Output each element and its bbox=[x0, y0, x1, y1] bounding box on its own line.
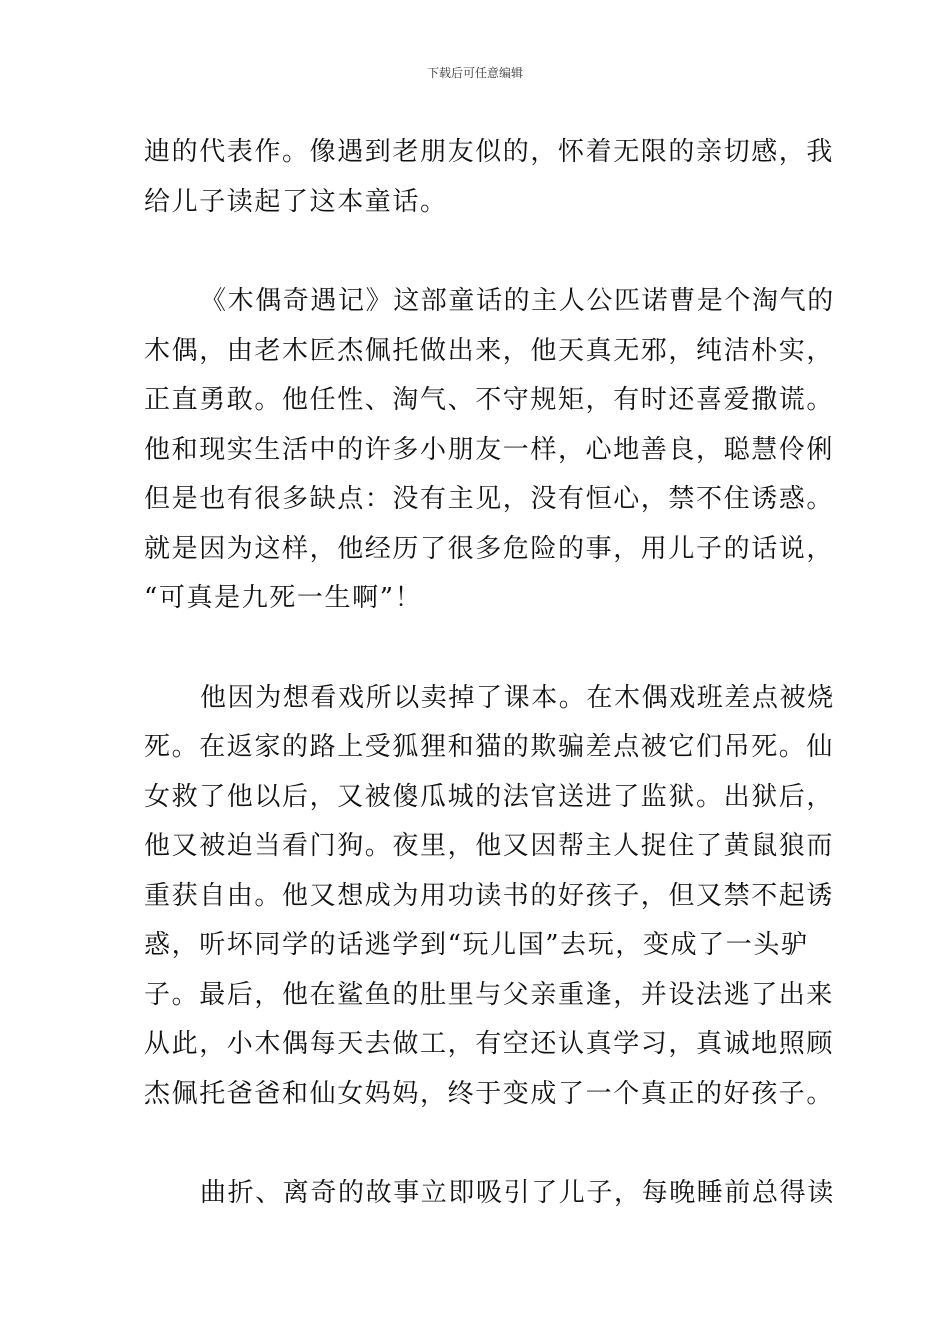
text-line: 曲折、离奇的故事立即吸引了儿子，每晚睡前总得读 bbox=[200, 1178, 835, 1208]
text-line: “可真是九死一生啊”！ bbox=[144, 583, 423, 613]
text-line: 就是因为这样，他经历了很多危险的事，用儿子的话说， bbox=[144, 533, 835, 564]
text-line: 他又被迫当看门狗。夜里，他又因帮主人捉住了黄鼠狼而 bbox=[144, 831, 835, 861]
text-line: 杰佩托爸爸和仙女妈妈，终于变成了一个真正的好孩子。 bbox=[144, 1078, 835, 1109]
text-line: 死。在返家的路上受狐狸和猫的欺骗差点被它们吊死。仙 bbox=[144, 732, 835, 762]
text-line: 他因为想看戏所以卖掉了课本。在木偶戏班差点被烧 bbox=[200, 682, 835, 713]
text-line: 重获自由。他又想成为用功读书的好孩子，但又禁不起诱 bbox=[144, 880, 835, 911]
text-line: 子。最后，他在鲨鱼的肚里与父亲重逢，并设法逃了出来 bbox=[144, 979, 835, 1010]
text-line: 正直勇敢。他任性、淘气、不守规矩，有时还喜爱撒谎。 bbox=[144, 385, 835, 415]
paragraph-4 bbox=[144, 1169, 835, 1219]
document-body bbox=[144, 128, 835, 1269]
text-line: 他和现实生活中的许多小朋友一样，心地善良，聪慧伶俐 bbox=[144, 434, 835, 465]
text-line: 女救了他以后，又被傻瓜城的法官送进了监狱。出狱后， bbox=[144, 781, 835, 812]
text-line: 但是也有很多缺点：没有主见，没有恒心，禁不住诱惑。 bbox=[144, 484, 835, 514]
text-line: 给儿子读起了这本童话。 bbox=[144, 186, 448, 217]
paragraph-1 bbox=[144, 128, 835, 227]
text-line: 迪的代表作。像遇到老朋友似的，怀着无限的亲切感，我 bbox=[144, 137, 835, 167]
text-line: 木偶，由老木匠杰佩托做出来，他天真无邪，纯洁朴实， bbox=[144, 335, 835, 366]
text-line: 《木偶奇遇记》这部童话的主人公匹诺曹是个淘气的 bbox=[200, 286, 835, 316]
page-header: 下载后可任意编辑 bbox=[426, 66, 523, 80]
paragraph-3 bbox=[144, 674, 835, 1120]
text-line: 惑，听坏同学的话逃学到“玩儿国”去玩，变成了一头驴 bbox=[144, 930, 809, 960]
text-line: 从此，小木偶每天去做工，有空还认真学习，真诚地照顾 bbox=[144, 1029, 835, 1059]
paragraph-2 bbox=[144, 277, 835, 624]
